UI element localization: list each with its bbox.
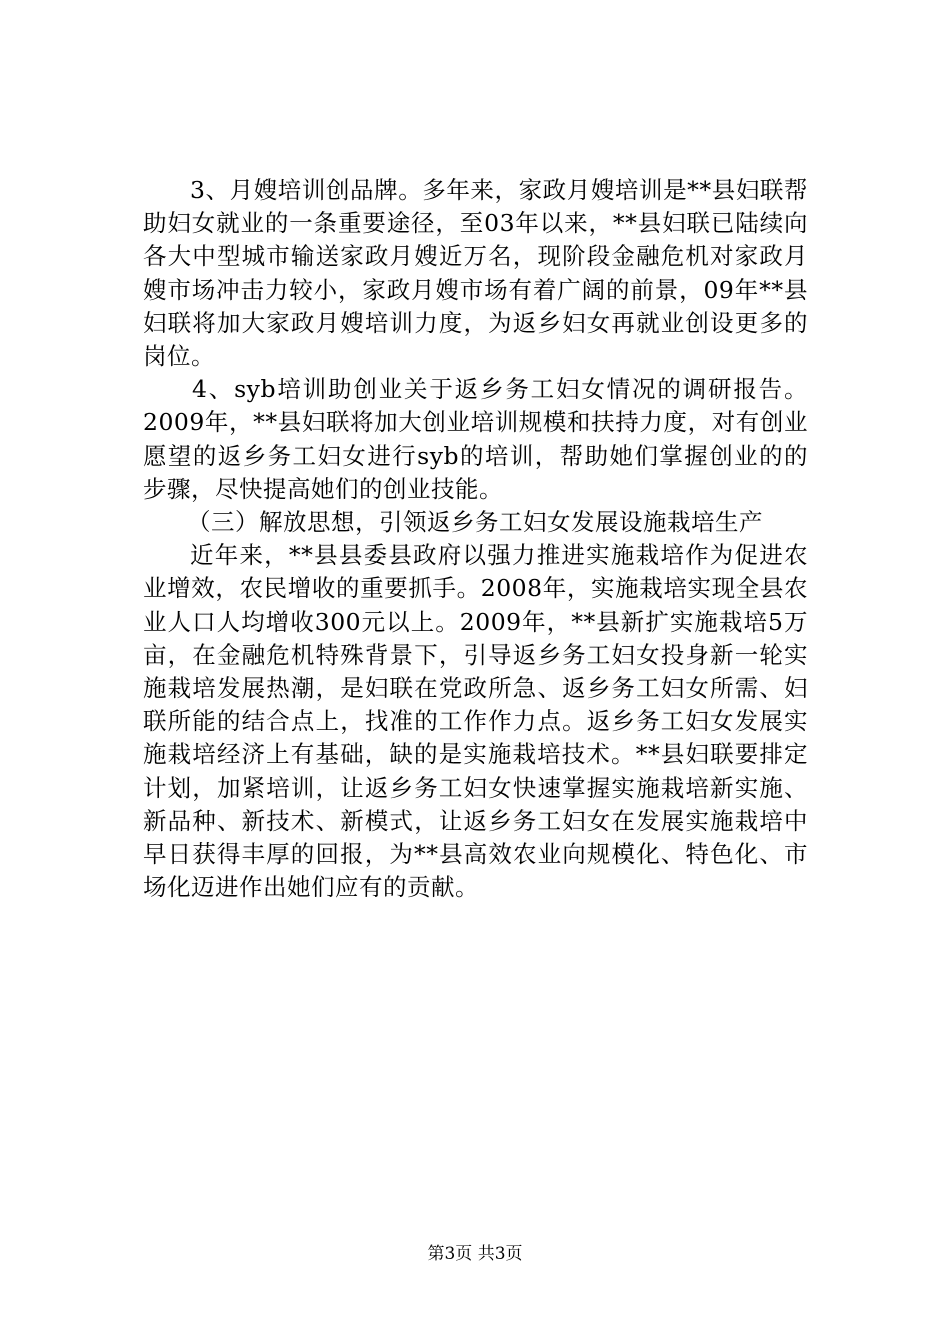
document-body xyxy=(143,174,808,904)
paragraph-facility-cultivation: 近年来，**县县委县政府以强力推进实施栽培作为促进农业增效，农民增收的重要抓手。2008年，实施栽培实现全县农业人口人均增收300元以上。2009年，**县新扩实施栽培5万亩，在金融危机特殊背景下，引导返乡务工妇女投身新一轮实施栽培发展热潮，是妇联在党政所急、返乡务工妇女所需、妇联所能的结合点上，找准的工作作力点。返乡务工妇女发展实施栽培经济上有基础，缺的是实施栽培技术。**县妇联要排定计划，加紧培训，让返乡务工妇女快速掌握实施栽培新实施、新品种、新技术、新模式，让返乡务工妇女在发展实施栽培中早日获得丰厚的回报，为**县高效农业向规模化、特色化、市场化迈进作出她们应有的贡献。 xyxy=(143,541,808,902)
paragraph-yuesao-training: 3、月嫂培训创品牌。多年来，家政月嫂培训是**县妇联帮助妇女就业的一条重要途径，至03年以来，**县妇联已陆续向各大中型城市输送家政月嫂近万名，现阶段金融危机对家政月嫂市场冲击力较小，家政月嫂市场有着广阔的前景，09年**县妇联将加大家政月嫂培训力度，为返乡妇女再就业创设更多的岗位。 xyxy=(143,176,808,371)
page-footer: 第3页 共3页 xyxy=(427,1244,523,1264)
section-heading-three: （三）解放思想，引领返乡务工妇女发展设施栽培生产 xyxy=(187,508,763,537)
paragraph-syb-training: 4、syb培训助创业关于返乡务工妇女情况的调研报告。2009年，**县妇联将加大创业培训规模和扶持力度，对有创业愿望的返乡务工妇女进行syb的培训，帮助她们掌握创业的的步骤，尽快提高她们的创业技能。 xyxy=(143,375,808,503)
